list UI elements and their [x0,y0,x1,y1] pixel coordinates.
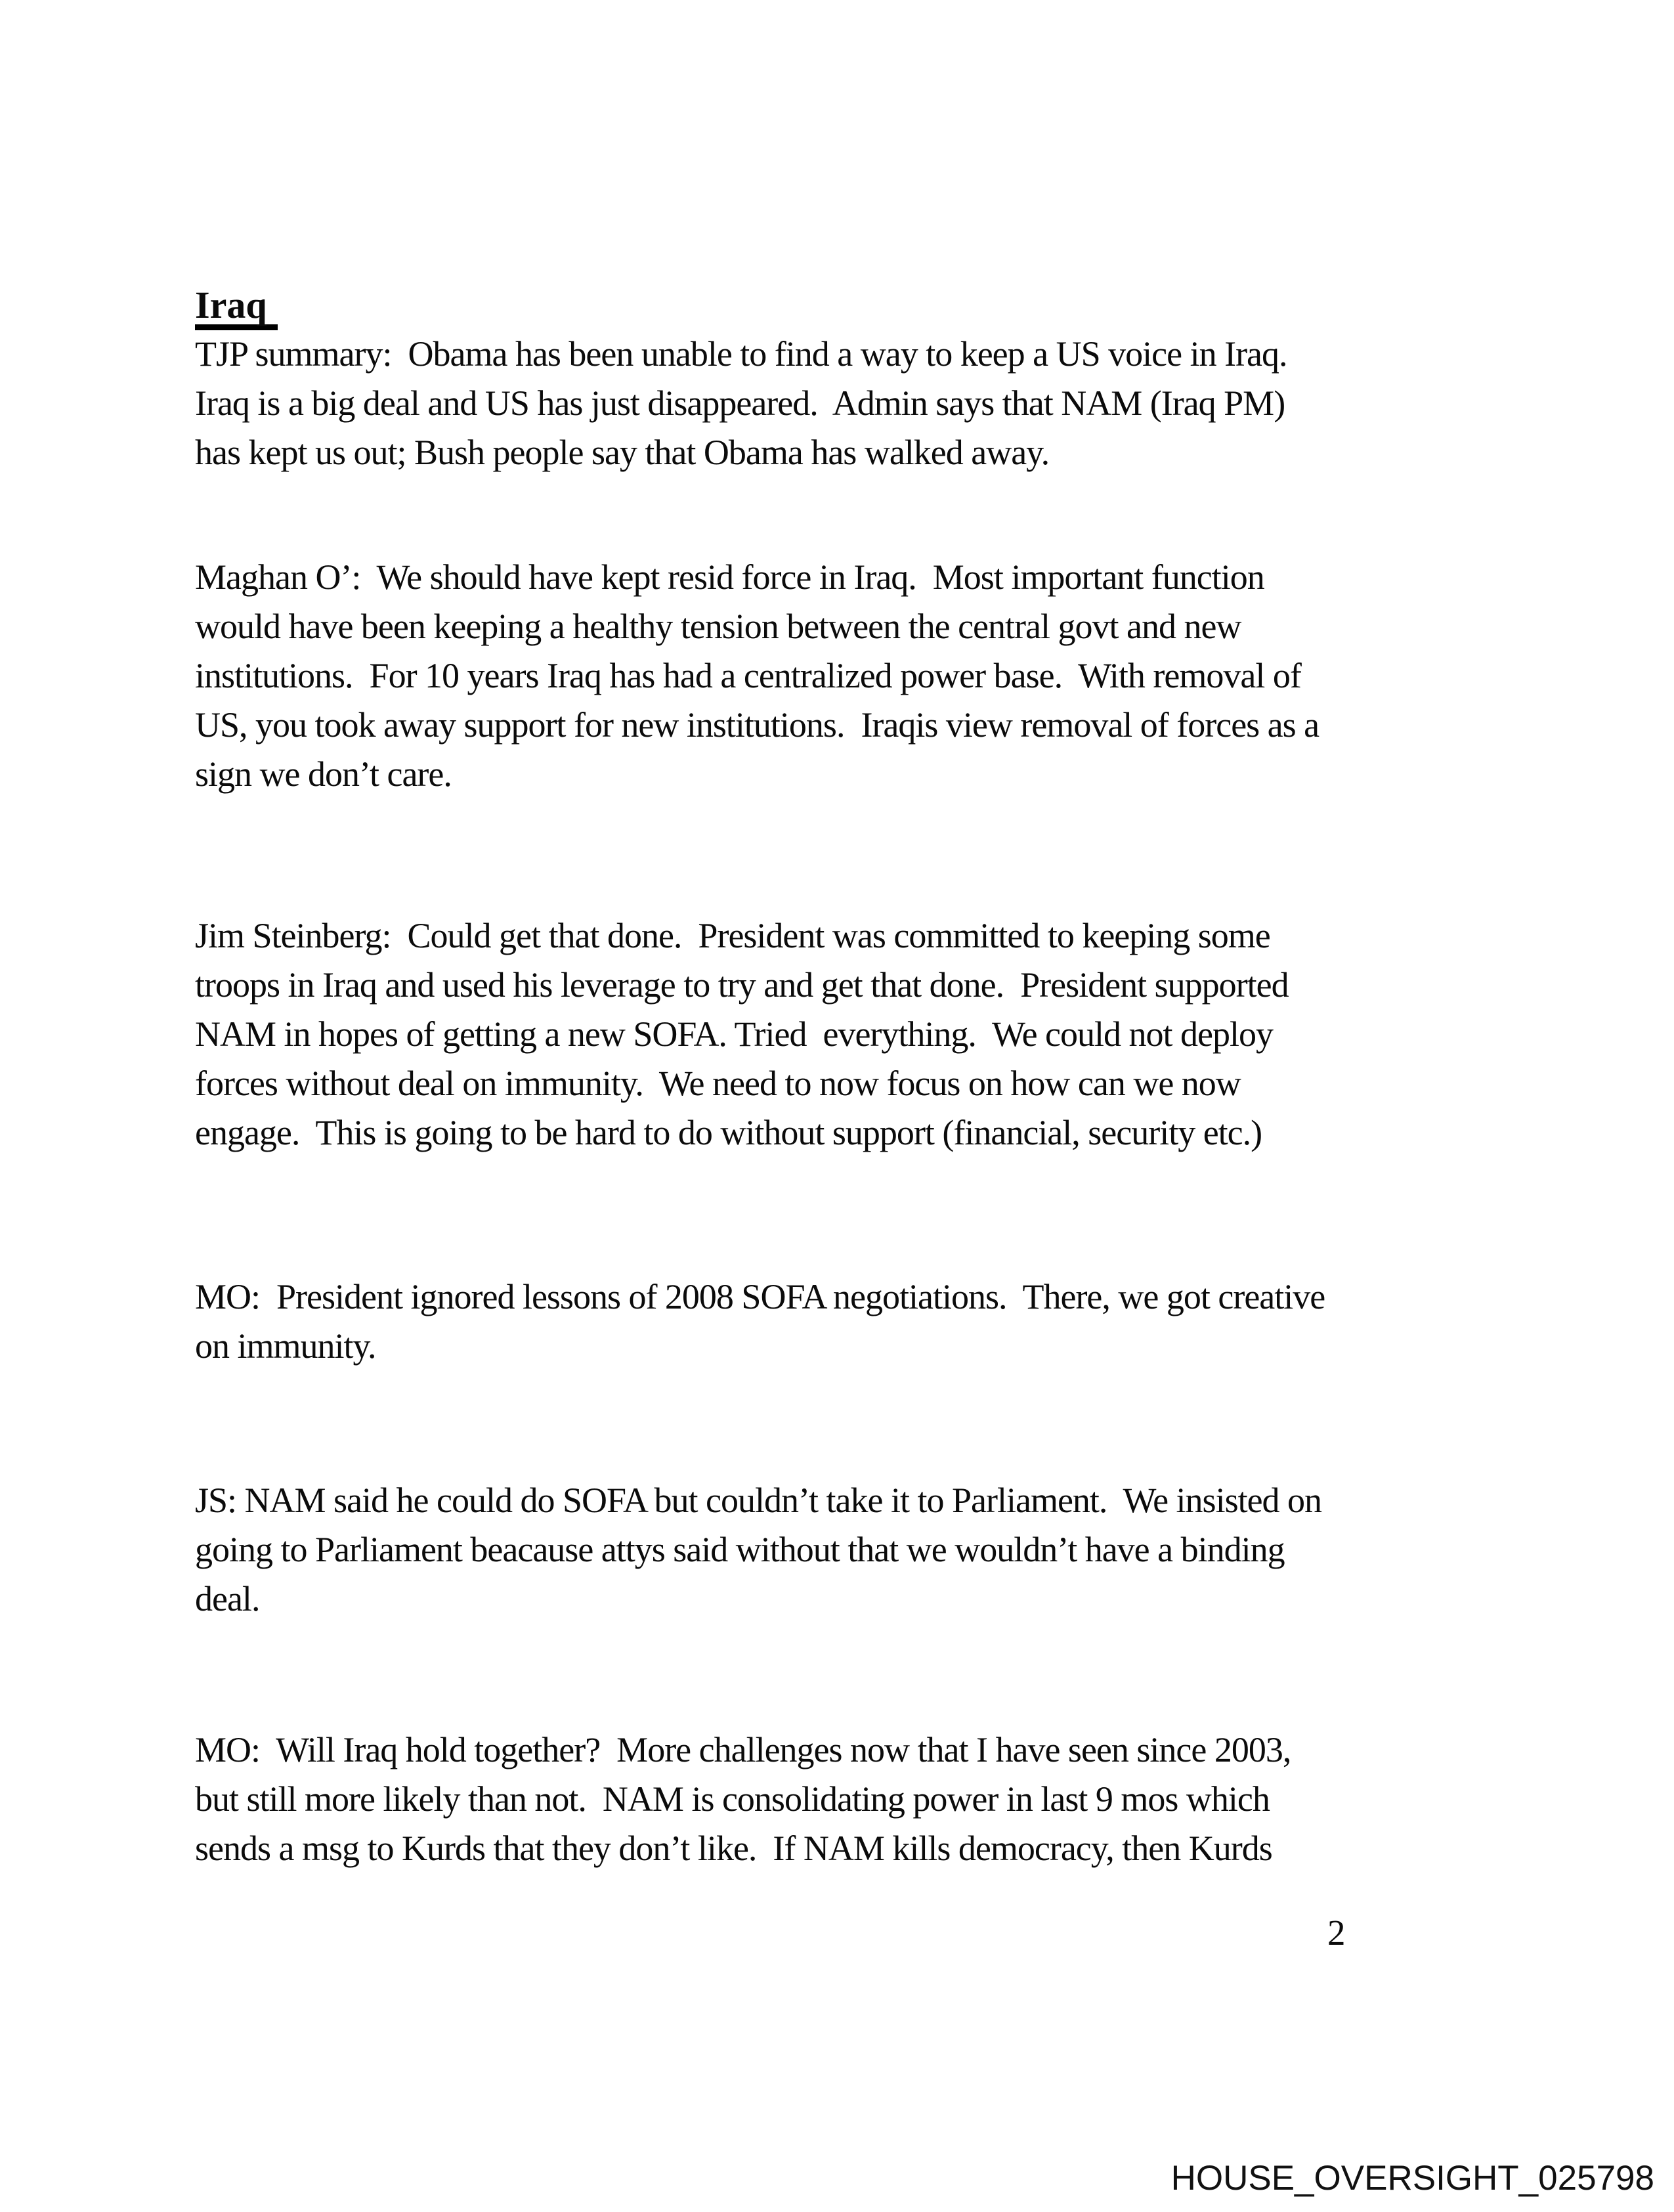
text-line: Iraq is a big deal and US has just disappeared. Admin says that NAM (Iraq PM) [195,383,1285,423]
paragraph-mo-sofa [195,1272,1574,1371]
text-line: NAM in hopes of getting a new SOFA. Tried everything. We could not deploy [195,1014,1274,1054]
text-line: forces without deal on immunity. We need to now focus on how can we now [195,1064,1241,1103]
text-line: institutions. For 10 years Iraq has had a centralized power base. With removal of [195,656,1301,695]
text-line: going to Parliament beacause attys said without that we wouldn’t have a binding [195,1530,1285,1569]
paragraph-tjp-summary [195,330,1574,477]
text-line: sign we don’t care. [195,754,452,794]
text-line: engage. This is going to be hard to do without support (financial, security etc.) [195,1113,1262,1152]
paragraph-maghan-o [195,553,1574,799]
text-line: troops in Iraq and used his leverage to try and get that done. President supported [195,965,1289,1005]
paragraph-jim-steinberg [195,911,1574,1158]
text-line: TJP summary: Obama has been unable to find a way to keep a US voice in Iraq. [195,334,1287,374]
paragraph-js-parliament [195,1476,1574,1624]
text-line: but still more likely than not. NAM is consolidating power in last 9 mos which [195,1779,1270,1819]
paragraph-mo-iraq-hold [195,1725,1574,1873]
bates-number: HOUSE_OVERSIGHT_025798 [1170,2159,1654,2198]
text-line: JS: NAM said he could do SOFA but couldn’t take it to Parliament. We insisted on [195,1481,1322,1520]
text-line: sends a msg to Kurds that they don’t like. If NAM kills democracy, then Kurds [195,1829,1272,1868]
page-number: 2 [1327,1913,1346,1953]
text-line: on immunity. [195,1326,376,1366]
text-line: would have been keeping a healthy tension between the central govt and new [195,607,1241,646]
text-line: Jim Steinberg: Could get that done. President was committed to keeping some [195,916,1270,955]
text-line: MO: Will Iraq hold together? More challenges now that I have seen since 2003, [195,1730,1291,1769]
text-line: Maghan O’: We should have kept resid force in Iraq. Most important function [195,557,1264,597]
section-heading-text: Iraq [195,286,278,330]
text-line: deal. [195,1579,260,1618]
text-line: has kept us out; Bush people say that Obama has walked away. [195,433,1050,472]
text-line: US, you took away support for new institutions. Iraqis view removal of forces as a [195,705,1320,745]
section-heading [195,286,278,330]
text-line: MO: President ignored lessons of 2008 SOFA negotiations. There, we got creative [195,1277,1325,1316]
